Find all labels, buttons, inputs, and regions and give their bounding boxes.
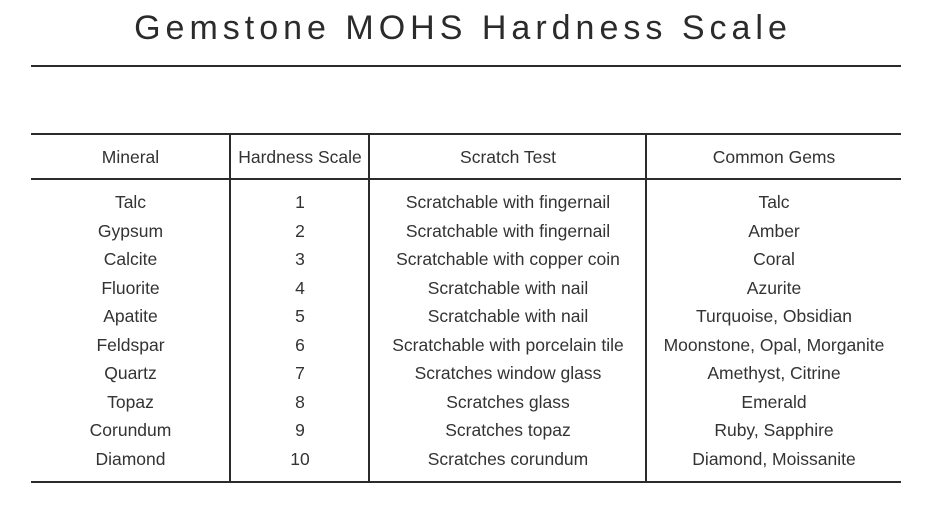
table-row [0, 217, 926, 246]
cell-common-gems: Emerald [741, 391, 807, 412]
cell-scratch-test: Scratchable with porcelain tile [392, 334, 624, 355]
cell-common-gems: Diamond, Moissanite [692, 448, 856, 469]
cell-common-gems: Turquoise, Obsidian [696, 306, 852, 326]
table-header-border [31, 178, 901, 180]
header-common-gems: Common Gems [712, 147, 836, 167]
cell-mineral: Apatite [103, 306, 158, 326]
cell-common-gems: Azurite [746, 277, 802, 298]
cell-scratch-test: Scratchable with fingernail [405, 192, 611, 212]
table-row [0, 245, 926, 274]
cell-scratch-test: Scratchable with nail [427, 277, 589, 298]
cell-common-gems: Coral [753, 249, 795, 269]
cell-common-gems: Amber [748, 220, 800, 241]
table-row [0, 359, 926, 388]
header-hardness-scale: Hardness Scale [238, 147, 362, 167]
cell-mineral: Feldspar [96, 334, 165, 355]
table-row [0, 388, 926, 417]
title-divider [31, 65, 901, 67]
cell-scratch-test: Scratchable with copper coin [396, 249, 620, 269]
table-top-border [31, 133, 901, 135]
cell-scratch-test: Scratches corundum [427, 448, 589, 469]
cell-mineral: Talc [114, 192, 147, 212]
cell-mineral: Diamond [95, 448, 166, 469]
cell-hardness: 3 [295, 249, 305, 269]
header-mineral: Mineral [101, 147, 160, 167]
cell-scratch-test: Scratches topaz [445, 420, 571, 440]
cell-scratch-test: Scratches glass [446, 391, 570, 412]
cell-scratch-test: Scratchable with fingernail [405, 220, 611, 241]
table-row [0, 416, 926, 445]
header-scratch-test: Scratch Test [460, 147, 556, 167]
cell-scratch-test: Scratches window glass [414, 363, 602, 383]
cell-hardness: 8 [295, 391, 305, 412]
table-row [0, 331, 926, 360]
table-row [0, 188, 926, 217]
cell-mineral: Quartz [104, 363, 157, 383]
cell-hardness: 9 [295, 420, 305, 440]
cell-hardness: 4 [295, 277, 305, 298]
cell-mineral: Fluorite [101, 277, 160, 298]
cell-hardness: 1 [295, 192, 305, 212]
cell-scratch-test: Scratchable with nail [427, 306, 589, 326]
cell-hardness: 2 [295, 220, 305, 241]
cell-hardness: 6 [295, 334, 305, 355]
cell-mineral: Topaz [107, 391, 154, 412]
cell-hardness: 7 [295, 363, 305, 383]
cell-common-gems: Ruby, Sapphire [714, 420, 834, 440]
cell-mineral: Corundum [89, 420, 172, 440]
cell-common-gems: Moonstone, Opal, Morganite [663, 334, 885, 355]
cell-hardness: 10 [290, 448, 310, 469]
table-row [0, 445, 926, 474]
cell-mineral: Calcite [103, 249, 158, 269]
cell-hardness: 5 [295, 306, 305, 326]
table-row [0, 274, 926, 303]
cell-mineral: Gypsum [97, 220, 164, 241]
table-row [0, 302, 926, 331]
table-bottom-border [31, 481, 901, 483]
page-title: Gemstone MOHS Hardness Scale [134, 9, 792, 47]
table-body [0, 188, 926, 473]
cell-common-gems: Talc [758, 192, 790, 212]
cell-common-gems: Amethyst, Citrine [707, 363, 841, 383]
